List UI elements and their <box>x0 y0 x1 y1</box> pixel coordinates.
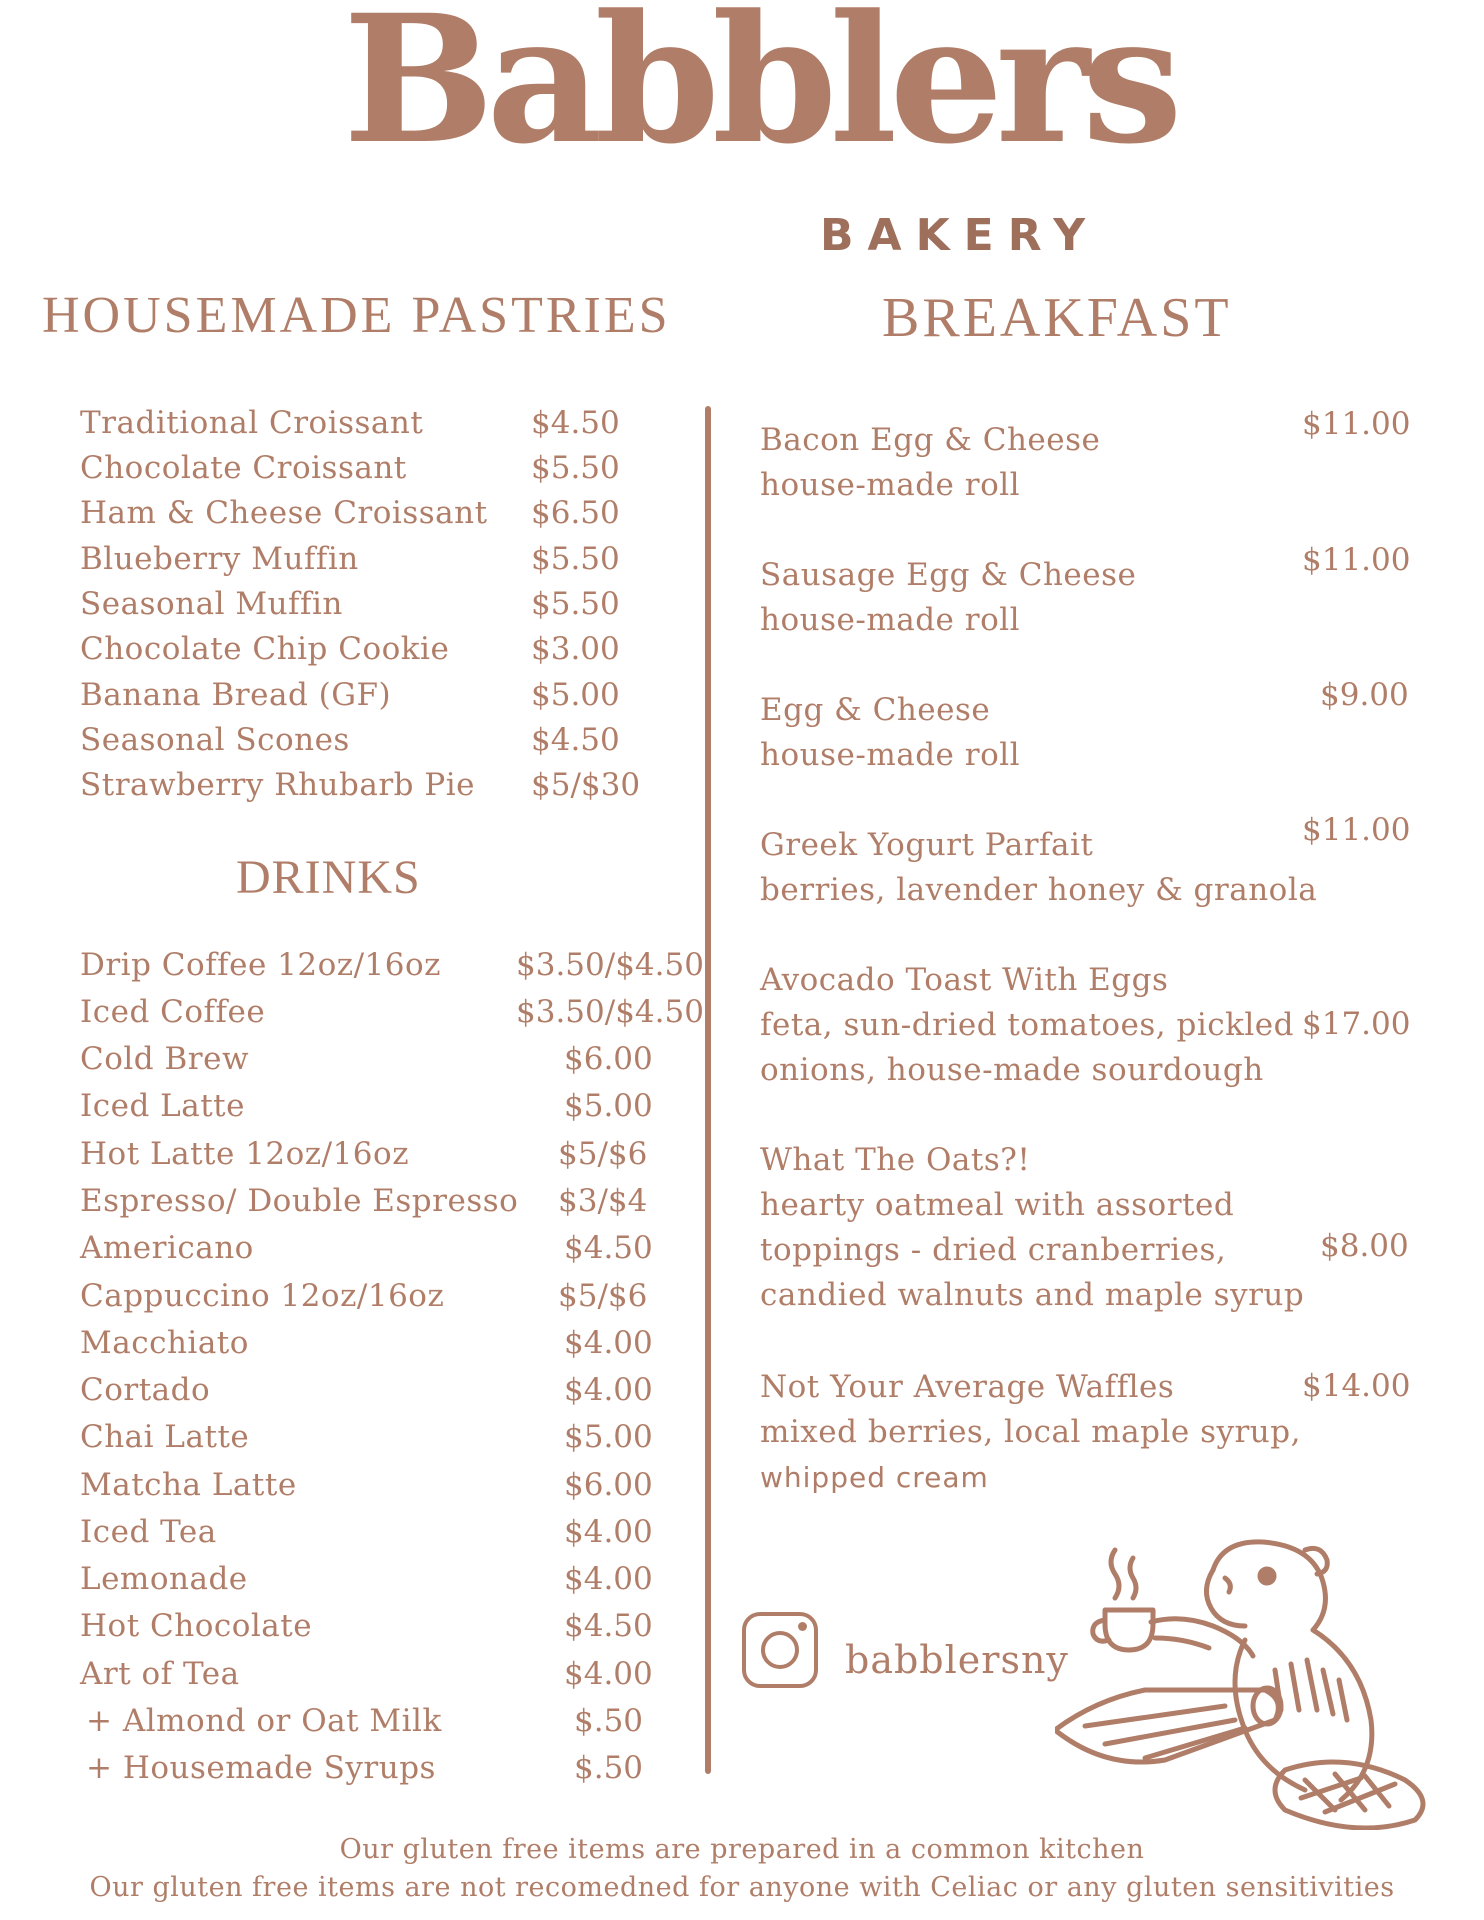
item-name: Chocolate Chip Cookie <box>80 631 450 667</box>
item-price: $5/$6 <box>558 1278 648 1314</box>
item-name: Art of Tea <box>80 1656 240 1692</box>
item-name: Macchiato <box>80 1325 249 1361</box>
item-price: $5/$6 <box>558 1136 648 1172</box>
item-price: $.50 <box>574 1750 644 1786</box>
item-price: $6.50 <box>531 495 620 531</box>
item-name: Cappuccino 12oz/16oz <box>80 1278 445 1314</box>
item-price: $14.00 <box>1302 1368 1411 1404</box>
footer-note: Our gluten free items are prepared in a common kitchen <box>339 1834 1145 1865</box>
item-price: $4.00 <box>564 1372 653 1408</box>
item-name: Seasonal Muffin <box>80 586 343 622</box>
item-name: Chai Latte <box>80 1419 250 1455</box>
column-divider <box>705 406 711 1774</box>
item-price: $3.50/$4.50 <box>516 994 704 1030</box>
item-description: house-made roll <box>760 737 1021 773</box>
item-name: Strawberry Rhubarb Pie <box>80 767 475 803</box>
drinks-list <box>0 0 705 1920</box>
item-name: Greek Yogurt Parfait <box>760 827 1094 863</box>
instagram-handle[interactable]: babblersny <box>845 1638 1069 1682</box>
item-price: $.50 <box>574 1703 644 1739</box>
item-price: $3.50/$4.50 <box>516 947 704 983</box>
item-name: Hot Latte 12oz/16oz <box>80 1136 410 1172</box>
item-name: Banana Bread (GF) <box>80 677 392 713</box>
menu-item <box>760 1138 1400 1318</box>
breakfast-title: BREAKFAST <box>882 287 1232 349</box>
item-name: Espresso/ Double Espresso <box>80 1183 519 1219</box>
item-price: $5.00 <box>564 1419 653 1455</box>
item-description: berries, lavender honey & granola <box>760 872 1318 908</box>
item-price: $4.50 <box>564 1230 653 1266</box>
item-price: $4.00 <box>564 1514 653 1550</box>
instagram-icon[interactable] <box>742 1612 818 1688</box>
beaver-illustration <box>1055 1530 1435 1830</box>
item-price: $3.00 <box>531 631 620 667</box>
item-description: whipped cream <box>760 1461 989 1494</box>
item-price: $5.00 <box>531 677 620 713</box>
item-name: Iced Coffee <box>80 994 266 1030</box>
item-price: $8.00 <box>1320 1228 1409 1264</box>
item-price: $4.00 <box>564 1325 653 1361</box>
item-name: Avocado Toast With Eggs <box>760 962 1169 998</box>
item-name: Cold Brew <box>80 1041 249 1077</box>
item-description: feta, sun-dried tomatoes, pickled <box>760 1007 1294 1043</box>
brand-logo: Babblers <box>342 0 1175 183</box>
item-name: Traditional Croissant <box>80 405 424 441</box>
item-price: $5/$30 <box>531 767 641 803</box>
footer-note: Our gluten free items are not recomedned for anyone with Celiac or any gluten sensitivities <box>89 1872 1395 1903</box>
item-price: $11.00 <box>1302 542 1411 578</box>
item-price: $5.50 <box>531 586 620 622</box>
item-price: $4.00 <box>564 1656 653 1692</box>
item-price: $17.00 <box>1302 1006 1411 1042</box>
item-price: $4.50 <box>564 1608 653 1644</box>
item-description: mixed berries, local maple syrup, <box>760 1414 1301 1450</box>
item-name: Iced Tea <box>80 1514 217 1550</box>
brand-subtitle: BAKERY <box>820 210 1100 261</box>
instagram-lens <box>761 1631 799 1669</box>
menu-item <box>760 688 1400 778</box>
item-name: Drip Coffee 12oz/16oz <box>80 947 441 983</box>
item-price: $9.00 <box>1320 677 1409 713</box>
item-name: Bacon Egg & Cheese <box>760 422 1101 458</box>
item-name: Seasonal Scones <box>80 722 350 758</box>
item-name: Matcha Latte <box>80 1467 297 1503</box>
item-price: $4.00 <box>564 1561 653 1597</box>
item-description: onions, house-made sourdough <box>760 1052 1264 1088</box>
item-name: + Housemade Syrups <box>86 1750 436 1786</box>
item-description: house-made roll <box>760 602 1021 638</box>
instagram-flash <box>798 1622 807 1631</box>
item-description: toppings - dried cranberries, <box>760 1232 1227 1268</box>
item-price: $4.50 <box>531 405 620 441</box>
item-description: house-made roll <box>760 467 1021 503</box>
item-name: + Almond or Oat Milk <box>86 1703 442 1739</box>
item-name: Chocolate Croissant <box>80 450 407 486</box>
item-price: $6.00 <box>564 1467 653 1503</box>
item-name: Americano <box>80 1230 254 1266</box>
item-price: $11.00 <box>1302 812 1411 848</box>
item-price: $5.50 <box>531 450 620 486</box>
item-name: Cortado <box>80 1372 211 1408</box>
item-price: $5.00 <box>564 1088 653 1124</box>
pastries-title: HOUSEMADE PASTRIES <box>42 287 671 344</box>
item-name: Egg & Cheese <box>760 692 991 728</box>
item-price: $11.00 <box>1302 406 1411 442</box>
item-name: Ham & Cheese Croissant <box>80 495 488 531</box>
item-price: $5.50 <box>531 541 620 577</box>
item-description: hearty oatmeal with assorted <box>760 1187 1235 1223</box>
item-name: Not Your Average Waffles <box>760 1369 1175 1405</box>
item-name: Lemonade <box>80 1561 248 1597</box>
item-name: Iced Latte <box>80 1088 245 1124</box>
item-description: candied walnuts and maple syrup <box>760 1277 1305 1313</box>
item-name: Sausage Egg & Cheese <box>760 557 1137 593</box>
item-price: $3/$4 <box>558 1183 648 1219</box>
item-name: What The Oats?! <box>760 1142 1031 1178</box>
item-price: $4.50 <box>531 722 620 758</box>
drinks-title: DRINKS <box>236 851 421 904</box>
item-price: $6.00 <box>564 1041 653 1077</box>
item-name: Blueberry Muffin <box>80 541 359 577</box>
item-name: Hot Chocolate <box>80 1608 313 1644</box>
